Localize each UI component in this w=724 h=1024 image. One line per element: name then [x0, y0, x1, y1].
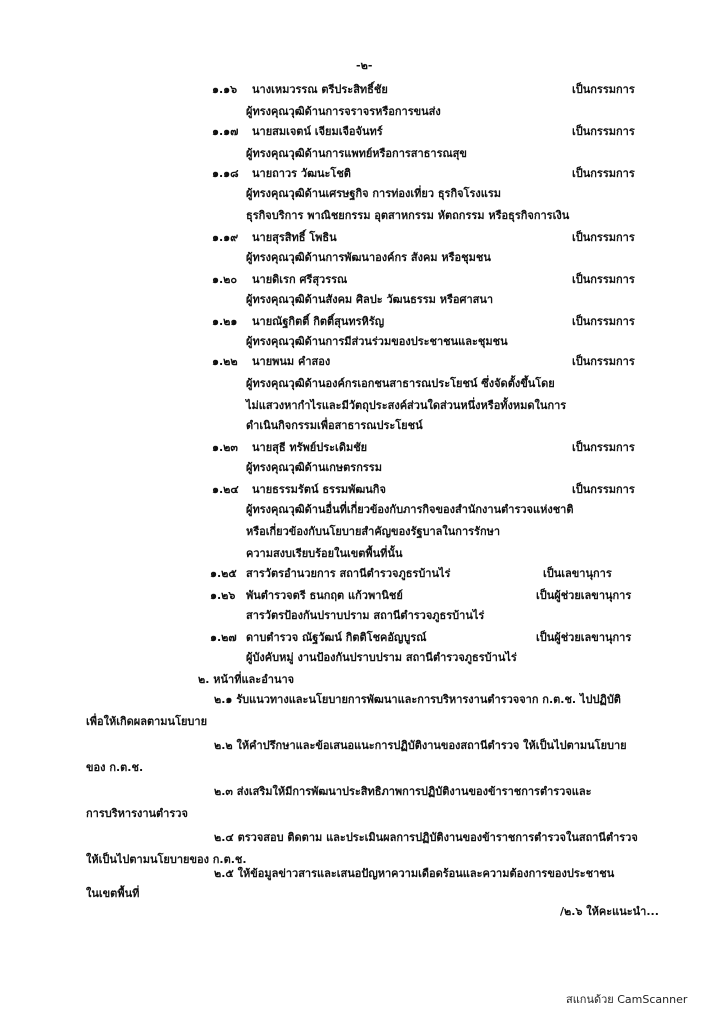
duty-paragraph-cont: เพื่อให้เกิดผลตามนโยบาย [86, 715, 208, 728]
secretary-number: ๑.๒๕ [210, 567, 237, 580]
duty-paragraph: ๒.๓ ส่งเสริมให้มีการพัฒนาประสิทธิภาพการปฏิบัติงานของข้าราชการตำรวจและ [214, 785, 592, 798]
secretary-desc: สารวัตรป้องกันปราบปราม สถานีตำรวจภูธรบ้านไร่ [246, 609, 485, 622]
duty-paragraph: ๒.๒ ให้คำปรึกษาและข้อเสนอแนะการปฏิบัติงานของสถานีตำรวจ ให้เป็นไปตามนโยบาย [214, 739, 627, 752]
secretary-desc: ผู้บังคับหมู่ งานป้องกันปราบปราม สถานีตำรวจภูธรบ้านไร่ [246, 651, 517, 664]
member-desc: ผู้ทรงคุณวุฒิด้านการจราจรหรือการขนส่ง [246, 105, 441, 118]
member-role: เป็นกรรมการ [572, 441, 635, 454]
member-number: ๑.๒๑ [212, 315, 238, 328]
member-number: ๑.๑๖ [212, 83, 238, 96]
member-number: ๑.๒๔ [212, 483, 239, 496]
page-number: -๒- [356, 59, 373, 72]
member-role: เป็นกรรมการ [572, 125, 635, 138]
member-desc: ผู้ทรงคุณวุฒิด้านเกษตรกรรม [246, 461, 382, 474]
duty-paragraph-cont: ของ ก.ต.ช. [86, 761, 144, 774]
member-number: ๑.๒๐ [212, 273, 238, 286]
member-number: ๑.๒๓ [212, 441, 238, 454]
member-name: นายพนม คำสอง [252, 355, 331, 368]
member-role: เป็นกรรมการ [572, 167, 635, 180]
secretary-name: สารวัตรอำนวยการ สถานีตำรวจภูธรบ้านไร่ [246, 567, 451, 580]
member-desc: ผู้ทรงคุณวุฒิด้านเศรษฐกิจ การท่องเที่ยว ธุรกิจโรงแรม [246, 187, 501, 200]
member-role: เป็นกรรมการ [572, 315, 635, 328]
member-name: นายสมเจตน์ เจียมเจือจันทร์ [252, 125, 383, 138]
member-desc: ผู้ทรงคุณวุฒิด้านการมีส่วนร่วมของประชาชนและชุมชน [246, 335, 508, 348]
member-name: นายสุรสิทธิ์ โพธิน [252, 231, 337, 244]
secretary-name: พันตำรวจตรี ธนกฤต แก้วพานิชย์ [246, 589, 403, 602]
secretary-number: ๑.๒๗ [210, 631, 237, 644]
next-page-reference: /๒.๖ ให้คะแนะนำ... [560, 905, 659, 918]
member-name: นายธรรมรัตน์ ธรรมพัฒนกิจ [252, 483, 386, 496]
member-desc: ผู้ทรงคุณวุฒิด้านสังคม ศิลปะ วัฒนธรรม หรือศาสนา [246, 293, 494, 306]
member-role: เป็นกรรมการ [572, 273, 635, 286]
member-desc: ผู้ทรงคุณวุฒิด้านการพัฒนาองค์กร สังคม หรือชุมชน [246, 251, 491, 264]
secretary-role: เป็นเลขานุการ [543, 567, 612, 580]
duty-paragraph-cont: การบริหารงานตำรวจ [86, 807, 188, 820]
member-name: นางเหมวรรณ ตรีประสิทธิ์ชัย [252, 83, 388, 96]
member-desc: หรือเกี่ยวข้องกับนโยบายสำคัญของรัฐบาลในการรักษา [246, 525, 501, 538]
member-name: นายถาวร วัฒนะโชติ [252, 167, 351, 180]
member-desc: ผู้ทรงคุณวุฒิด้านอื่นที่เกี่ยวข้องกับภารกิจของสำนักงานตำรวจแห่งชาติ [246, 503, 574, 516]
duty-paragraph: ๒.๕ ให้ข้อมูลข่าวสารและเสนอปัญหาความเดือดร้อนและความต้องการของประชาชน [214, 867, 615, 880]
secretary-name: ดาบตำรวจ ณัฐวัฒน์ กิตติโชคอัญบูรณ์ [246, 631, 427, 644]
duty-paragraph-cont: ในเขตพื้นที่ [86, 887, 140, 900]
member-role: เป็นกรรมการ [572, 355, 635, 368]
member-desc: ผู้ทรงคุณวุฒิด้านการแพทย์หรือการสาธารณสุข [246, 147, 467, 160]
section-heading: ๒. หน้าที่และอำนาจ [198, 673, 295, 686]
member-role: เป็นกรรมการ [572, 483, 635, 496]
secretary-role: เป็นผู้ช่วยเลขานุการ [536, 589, 632, 602]
member-number: ๑.๒๒ [212, 355, 238, 368]
duty-paragraph: ๒.๔ ตรวจสอบ ติดตาม และประเมินผลการปฏิบัติงานของข้าราชการตำรวจในสถานีตำรวจ [214, 831, 638, 844]
member-desc: ธุรกิจบริการ พาณิชยกรรม อุตสาหกรรม หัตถกรรม หรือธุรกิจการเงิน [246, 209, 570, 222]
member-number: ๑.๑๘ [212, 167, 239, 180]
duty-paragraph: ๒.๑ รับแนวทางและนโยบายการพัฒนาและการบริหารงานตำรวจจาก ก.ต.ช. ไปปฏิบัติ [214, 693, 621, 706]
member-role: เป็นกรรมการ [572, 231, 635, 244]
member-number: ๑.๑๗ [212, 125, 239, 138]
secretary-role: เป็นผู้ช่วยเลขานุการ [536, 631, 632, 644]
member-number: ๑.๑๙ [212, 231, 239, 244]
scanner-watermark: สแกนด้วย CamScanner [566, 993, 688, 1006]
member-desc: ดำเนินกิจกรรมเพื่อสาธารณประโยชน์ [246, 419, 423, 432]
member-role: เป็นกรรมการ [572, 83, 635, 96]
member-name: นายสุธี ทรัพย์ประเดิมชัย [252, 441, 368, 454]
member-name: นายดิเรก ศรีสุวรรณ [252, 273, 348, 286]
duty-paragraph-cont: ให้เป็นไปตามนโยบายของ ก.ต.ช. [86, 853, 247, 866]
member-desc: ผู้ทรงคุณวุฒิด้านองค์กรเอกชนสาธารณประโยชน์ ซึ่งจัดตั้งขึ้นโดย [246, 377, 555, 390]
member-desc: ไม่แสวงหากำไรและมีวัตถุประสงค์ส่วนใดส่วนหนึ่งหรือทั้งหมดในการ [246, 399, 567, 412]
secretary-number: ๑.๒๖ [210, 589, 236, 602]
member-name: นายณัฐกิตติ์ กิตติ์สุนทรหิรัญ [252, 315, 385, 328]
member-desc: ความสงบเรียบร้อยในเขตพื้นที่นั้น [246, 547, 403, 560]
